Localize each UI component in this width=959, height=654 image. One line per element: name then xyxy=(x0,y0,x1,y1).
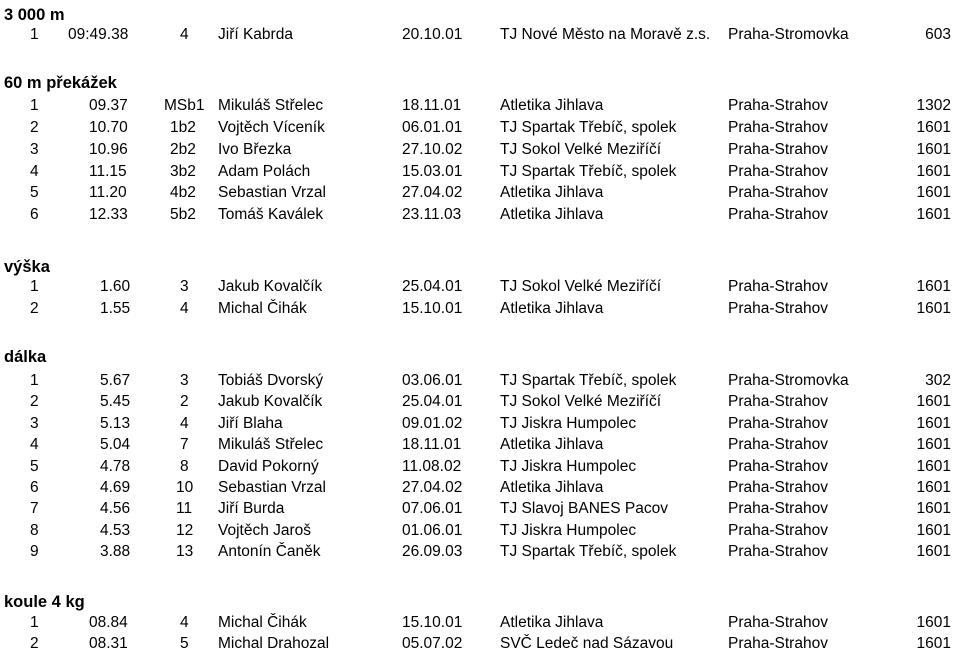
table-row xyxy=(0,95,959,116)
performance-cell: 08.31 xyxy=(89,635,128,652)
club-cell: TJ Sokol Velké Meziříčí xyxy=(500,141,662,158)
venue-cell: Praha-Strahov xyxy=(728,97,828,114)
venue-cell: Praha-Stromovka xyxy=(728,372,849,389)
athlete-name-cell: Tomáš Kaválek xyxy=(218,206,324,223)
club-cell: TJ Sokol Velké Meziříčí xyxy=(500,393,662,410)
code-cell: 1601 xyxy=(916,163,951,180)
club-cell: TJ Jiskra Humpolec xyxy=(500,415,637,432)
code-cell: 1601 xyxy=(916,393,951,410)
table-row xyxy=(0,204,959,225)
rank-cell: 1 xyxy=(30,278,39,295)
table-row xyxy=(0,633,959,654)
birthdate-cell: 05.07.02 xyxy=(402,635,463,652)
athlete-name-cell: Tobiáš Dvorský xyxy=(218,372,324,389)
performance-cell: 09:49.38 xyxy=(68,26,129,43)
athlete-name-cell: Sebastian Vrzal xyxy=(218,184,326,201)
rank-cell: 8 xyxy=(30,522,39,539)
rank-cell: 7 xyxy=(30,500,39,517)
table-row xyxy=(0,498,959,519)
performance-cell: 5.67 xyxy=(100,372,131,389)
performance-cell: 5.13 xyxy=(100,415,131,432)
rank-cell: 6 xyxy=(30,479,39,496)
rank-cell: 2 xyxy=(30,635,39,652)
club-cell: TJ Spartak Třebíč, spolek xyxy=(500,372,677,389)
club-cell: SVČ Ledeč nad Sázavou xyxy=(500,635,674,652)
code-cell: 1601 xyxy=(916,500,951,517)
code-cell: 302 xyxy=(925,372,951,389)
rank-cell: 4 xyxy=(30,163,39,180)
rank-cell: 1 xyxy=(30,26,39,43)
rank-cell: 2 xyxy=(30,119,39,136)
rank-cell: 6 xyxy=(30,206,39,223)
athlete-name-cell: Vojtěch Víceník xyxy=(218,119,325,136)
venue-cell: Praha-Strahov xyxy=(728,436,828,453)
code-cell: 1601 xyxy=(916,415,951,432)
table-row xyxy=(0,413,959,434)
athlete-name-cell: Michal Drahozal xyxy=(218,635,330,652)
venue-cell: Praha-Strahov xyxy=(728,635,828,652)
club-cell: Atletika Jihlava xyxy=(500,436,604,453)
athlete-name-cell: Vojtěch Jaroš xyxy=(218,522,312,539)
birthdate-cell: 18.11.01 xyxy=(402,97,462,114)
code-cell: 1601 xyxy=(916,522,951,539)
birthdate-cell: 20.10.01 xyxy=(402,26,463,43)
club-cell: TJ Slavoj BANES Pacov xyxy=(500,500,668,517)
athlete-name-cell: Mikuláš Střelec xyxy=(218,97,324,114)
venue-cell: Praha-Strahov xyxy=(728,163,828,180)
birthdate-cell: 25.04.01 xyxy=(402,278,463,295)
order-cell: 4 xyxy=(180,415,189,432)
table-row xyxy=(0,612,959,633)
table-row xyxy=(0,370,959,391)
athlete-name-cell: Jakub Kovalčík xyxy=(218,393,323,410)
club-cell: Atletika Jihlava xyxy=(500,479,604,496)
performance-cell: 3.88 xyxy=(100,543,131,560)
rank-cell: 5 xyxy=(30,184,39,201)
order-cell: 4 xyxy=(180,614,189,631)
venue-cell: Praha-Strahov xyxy=(728,393,828,410)
performance-cell: 10.96 xyxy=(89,141,128,158)
code-cell: 1601 xyxy=(916,300,951,317)
order-cell: 11 xyxy=(176,500,193,517)
venue-cell: Praha-Strahov xyxy=(728,300,828,317)
athlete-name-cell: Jakub Kovalčík xyxy=(218,278,323,295)
performance-cell: 11.15 xyxy=(89,163,127,180)
athlete-name-cell: Ivo Březka xyxy=(218,141,292,158)
table-row xyxy=(0,139,959,160)
order-cell: 3 xyxy=(180,278,189,295)
birthdate-cell: 15.10.01 xyxy=(402,300,463,317)
birthdate-cell: 27.10.02 xyxy=(402,141,463,158)
section-title: 3 000 m xyxy=(4,6,65,24)
section-title: 60 m překážek xyxy=(4,74,117,92)
table-row xyxy=(0,391,959,412)
club-cell: TJ Spartak Třebíč, spolek xyxy=(500,543,677,560)
order-cell: 2b2 xyxy=(170,141,196,158)
order-cell: 4 xyxy=(180,300,189,317)
code-cell: 1601 xyxy=(916,141,951,158)
order-cell: 1b2 xyxy=(170,119,196,136)
order-cell: 5b2 xyxy=(170,206,196,223)
order-cell: 3b2 xyxy=(170,163,196,180)
birthdate-cell: 15.03.01 xyxy=(402,163,463,180)
club-cell: Atletika Jihlava xyxy=(500,206,604,223)
club-cell: TJ Jiskra Humpolec xyxy=(500,458,637,475)
venue-cell: Praha-Strahov xyxy=(728,184,828,201)
code-cell: 1601 xyxy=(916,635,951,652)
code-cell: 1601 xyxy=(916,278,951,295)
section-title: dálka xyxy=(4,348,47,366)
order-cell: 10 xyxy=(176,479,194,496)
birthdate-cell: 18.11.01 xyxy=(402,436,462,453)
performance-cell: 11.20 xyxy=(89,184,127,201)
club-cell: TJ Sokol Velké Meziříčí xyxy=(500,278,662,295)
club-cell: Atletika Jihlava xyxy=(500,184,604,201)
club-cell: TJ Spartak Třebíč, spolek xyxy=(500,163,677,180)
table-row xyxy=(0,477,959,498)
performance-cell: 10.70 xyxy=(89,119,128,136)
birthdate-cell: 27.04.02 xyxy=(402,184,463,201)
table-row xyxy=(0,24,959,45)
order-cell: 13 xyxy=(176,543,194,560)
club-cell: Atletika Jihlava xyxy=(500,97,604,114)
code-cell: 1601 xyxy=(916,206,951,223)
birthdate-cell: 27.04.02 xyxy=(402,479,463,496)
venue-cell: Praha-Strahov xyxy=(728,479,828,496)
rank-cell: 3 xyxy=(30,415,39,432)
code-cell: 1601 xyxy=(916,614,951,631)
code-cell: 1601 xyxy=(916,479,951,496)
code-cell: 1601 xyxy=(916,119,951,136)
athlete-name-cell: Sebastian Vrzal xyxy=(218,479,326,496)
performance-cell: 5.45 xyxy=(100,393,131,410)
venue-cell: Praha-Strahov xyxy=(728,458,828,475)
rank-cell: 1 xyxy=(30,614,39,631)
rank-cell: 5 xyxy=(30,458,39,475)
rank-cell: 4 xyxy=(30,436,39,453)
venue-cell: Praha-Strahov xyxy=(728,206,828,223)
order-cell: 2 xyxy=(180,393,189,410)
venue-cell: Praha-Strahov xyxy=(728,500,828,517)
table-row xyxy=(0,434,959,455)
table-row xyxy=(0,276,959,297)
birthdate-cell: 11.08.02 xyxy=(402,458,462,475)
rank-cell: 2 xyxy=(30,393,39,410)
performance-cell: 08.84 xyxy=(89,614,128,631)
performance-cell: 1.55 xyxy=(100,300,131,317)
order-cell: MSb1 xyxy=(164,97,205,114)
athlete-name-cell: Michal Čihák xyxy=(218,614,307,631)
performance-cell: 4.69 xyxy=(100,479,131,496)
table-row xyxy=(0,117,959,138)
venue-cell: Praha-Strahov xyxy=(728,415,828,432)
rank-cell: 1 xyxy=(30,372,39,389)
birthdate-cell: 25.04.01 xyxy=(402,393,463,410)
athlete-name-cell: Michal Čihák xyxy=(218,300,307,317)
birthdate-cell: 15.10.01 xyxy=(402,614,463,631)
venue-cell: Praha-Strahov xyxy=(728,119,828,136)
order-cell: 3 xyxy=(180,372,189,389)
athlete-name-cell: Mikuláš Střelec xyxy=(218,436,324,453)
venue-cell: Praha-Strahov xyxy=(728,614,828,631)
section-title: koule 4 kg xyxy=(4,593,85,611)
performance-cell: 4.78 xyxy=(100,458,131,475)
birthdate-cell: 07.06.01 xyxy=(402,500,463,517)
order-cell: 4 xyxy=(180,26,189,43)
table-row xyxy=(0,456,959,477)
table-row xyxy=(0,161,959,182)
table-row xyxy=(0,298,959,319)
athlete-name-cell: Jiří Kabrda xyxy=(218,26,293,43)
order-cell: 12 xyxy=(176,522,194,539)
birthdate-cell: 06.01.01 xyxy=(402,119,463,136)
rank-cell: 1 xyxy=(30,97,39,114)
venue-cell: Praha-Stromovka xyxy=(728,26,849,43)
athlete-name-cell: Jiří Blaha xyxy=(218,415,283,432)
order-cell: 8 xyxy=(180,458,189,475)
birthdate-cell: 23.11.03 xyxy=(402,206,462,223)
athlete-name-cell: Antonín Čaněk xyxy=(218,543,321,560)
section-title: výška xyxy=(4,258,50,276)
club-cell: Atletika Jihlava xyxy=(500,300,604,317)
code-cell: 1601 xyxy=(916,436,951,453)
venue-cell: Praha-Strahov xyxy=(728,278,828,295)
birthdate-cell: 09.01.02 xyxy=(402,415,463,432)
venue-cell: Praha-Strahov xyxy=(728,522,828,539)
club-cell: TJ Jiskra Humpolec xyxy=(500,522,637,539)
athlete-name-cell: Jiří Burda xyxy=(218,500,285,517)
performance-cell: 1.60 xyxy=(100,278,131,295)
club-cell: TJ Nové Město na Moravě z.s. xyxy=(500,26,711,43)
table-row xyxy=(0,520,959,541)
order-cell: 7 xyxy=(180,436,189,453)
code-cell: 1601 xyxy=(916,543,951,560)
birthdate-cell: 03.06.01 xyxy=(402,372,463,389)
performance-cell: 5.04 xyxy=(100,436,131,453)
venue-cell: Praha-Strahov xyxy=(728,141,828,158)
performance-cell: 4.53 xyxy=(100,522,131,539)
rank-cell: 2 xyxy=(30,300,39,317)
birthdate-cell: 01.06.01 xyxy=(402,522,463,539)
code-cell: 603 xyxy=(925,26,951,43)
performance-cell: 4.56 xyxy=(100,500,131,517)
performance-cell: 09.37 xyxy=(89,97,128,114)
birthdate-cell: 26.09.03 xyxy=(402,543,463,560)
club-cell: TJ Spartak Třebíč, spolek xyxy=(500,119,677,136)
code-cell: 1302 xyxy=(916,97,951,114)
club-cell: Atletika Jihlava xyxy=(500,614,604,631)
venue-cell: Praha-Strahov xyxy=(728,543,828,560)
rank-cell: 3 xyxy=(30,141,39,158)
code-cell: 1601 xyxy=(916,184,951,201)
rank-cell: 9 xyxy=(30,543,39,560)
athlete-name-cell: David Pokorný xyxy=(218,458,319,475)
table-row xyxy=(0,541,959,562)
table-row xyxy=(0,182,959,203)
order-cell: 5 xyxy=(180,635,189,652)
performance-cell: 12.33 xyxy=(89,206,128,223)
order-cell: 4b2 xyxy=(170,184,196,201)
code-cell: 1601 xyxy=(916,458,951,475)
athlete-name-cell: Adam Polách xyxy=(218,163,311,180)
